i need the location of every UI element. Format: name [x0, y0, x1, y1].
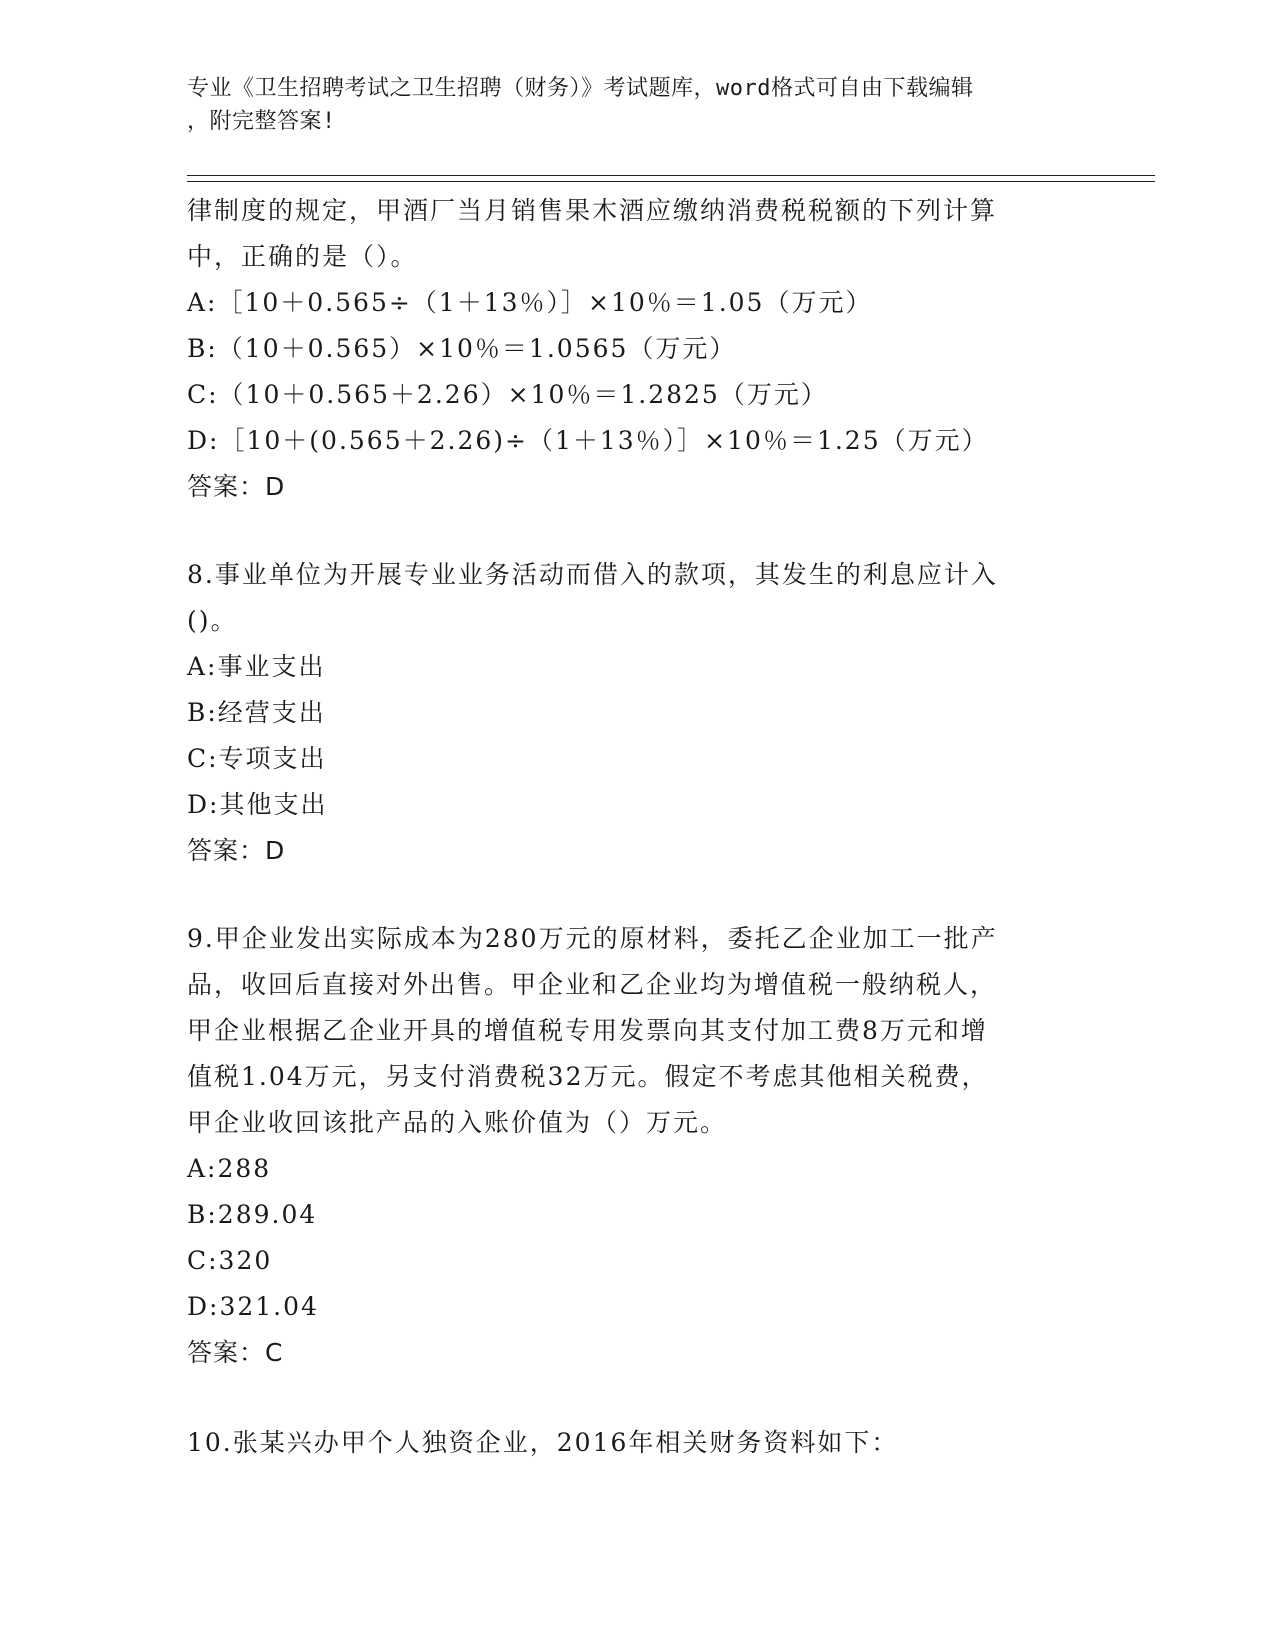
question-stem-line: 10.张某兴办甲个人独资企业，2016年相关财务资料如下：	[187, 1428, 899, 1457]
option-d: D:［10＋(0.565＋2.26)÷（1＋13％）］×10％＝1.25（万元）	[187, 426, 989, 455]
document-header	[187, 72, 1067, 138]
question-spacer	[187, 874, 1067, 916]
answer-label: 答案：D	[187, 472, 286, 501]
option-d: D:其他支出	[187, 790, 328, 819]
option-b: B:289.04	[187, 1200, 318, 1229]
question-spacer	[187, 1376, 1067, 1420]
question-spacer	[187, 510, 1067, 552]
question-10	[187, 1420, 1067, 1466]
question-7	[187, 188, 1067, 510]
question-stem-line: 品，收回后直接对外出售。甲企业和乙企业均为增值税一般纳税人，	[187, 970, 998, 999]
option-c: C:专项支出	[187, 744, 327, 773]
option-d: D:321.04	[187, 1292, 319, 1321]
option-a: A:［10＋0.565÷（1＋13％）］×10％＝1.05（万元）	[187, 288, 873, 317]
option-c: C:（10＋0.565＋2.26）×10％＝1.2825（万元）	[187, 380, 828, 409]
option-a: A:事业支出	[187, 652, 326, 681]
question-stem-line: 9.甲企业发出实际成本为280万元的原材料，委托乙企业加工一批产	[187, 924, 998, 953]
option-b: B:经营支出	[187, 698, 326, 727]
question-9	[187, 916, 1067, 1376]
header-title-line-2: ，附完整答案!	[187, 109, 336, 134]
question-stem-line: 值税1.04万元，另支付消费税32万元。假定不考虑其他相关税费，	[187, 1062, 989, 1091]
answer-label: 答案：D	[187, 836, 286, 865]
question-list	[187, 188, 1067, 1466]
option-c: C:320	[187, 1246, 273, 1275]
option-a: A:288	[187, 1154, 272, 1183]
question-stem-line: 律制度的规定，甲酒厂当月销售果木酒应缴纳消费税税额的下列计算	[187, 196, 998, 225]
question-stem-line: 甲企业根据乙企业开具的增值税专用发票向其支付加工费8万元和增	[187, 1016, 988, 1045]
question-8	[187, 552, 1067, 874]
header-divider-bottom	[187, 181, 1155, 182]
header-title-line-1: 专业《卫生招聘考试之卫生招聘（财务）》考试题库，word格式可自由下载编辑	[187, 76, 974, 101]
question-stem-line: ()。	[187, 606, 238, 635]
header-divider-top	[187, 175, 1155, 176]
question-stem-line: 8.事业单位为开展专业业务活动而借入的款项，其发生的利息应计入	[187, 560, 998, 589]
option-b: B:（10＋0.565）×10％＝1.0565（万元）	[187, 334, 737, 363]
answer-label: 答案：C	[187, 1338, 284, 1367]
question-stem-line: 中，正确的是（）。	[187, 242, 418, 271]
question-stem-line: 甲企业收回该批产品的入账价值为（）万元。	[187, 1108, 728, 1137]
